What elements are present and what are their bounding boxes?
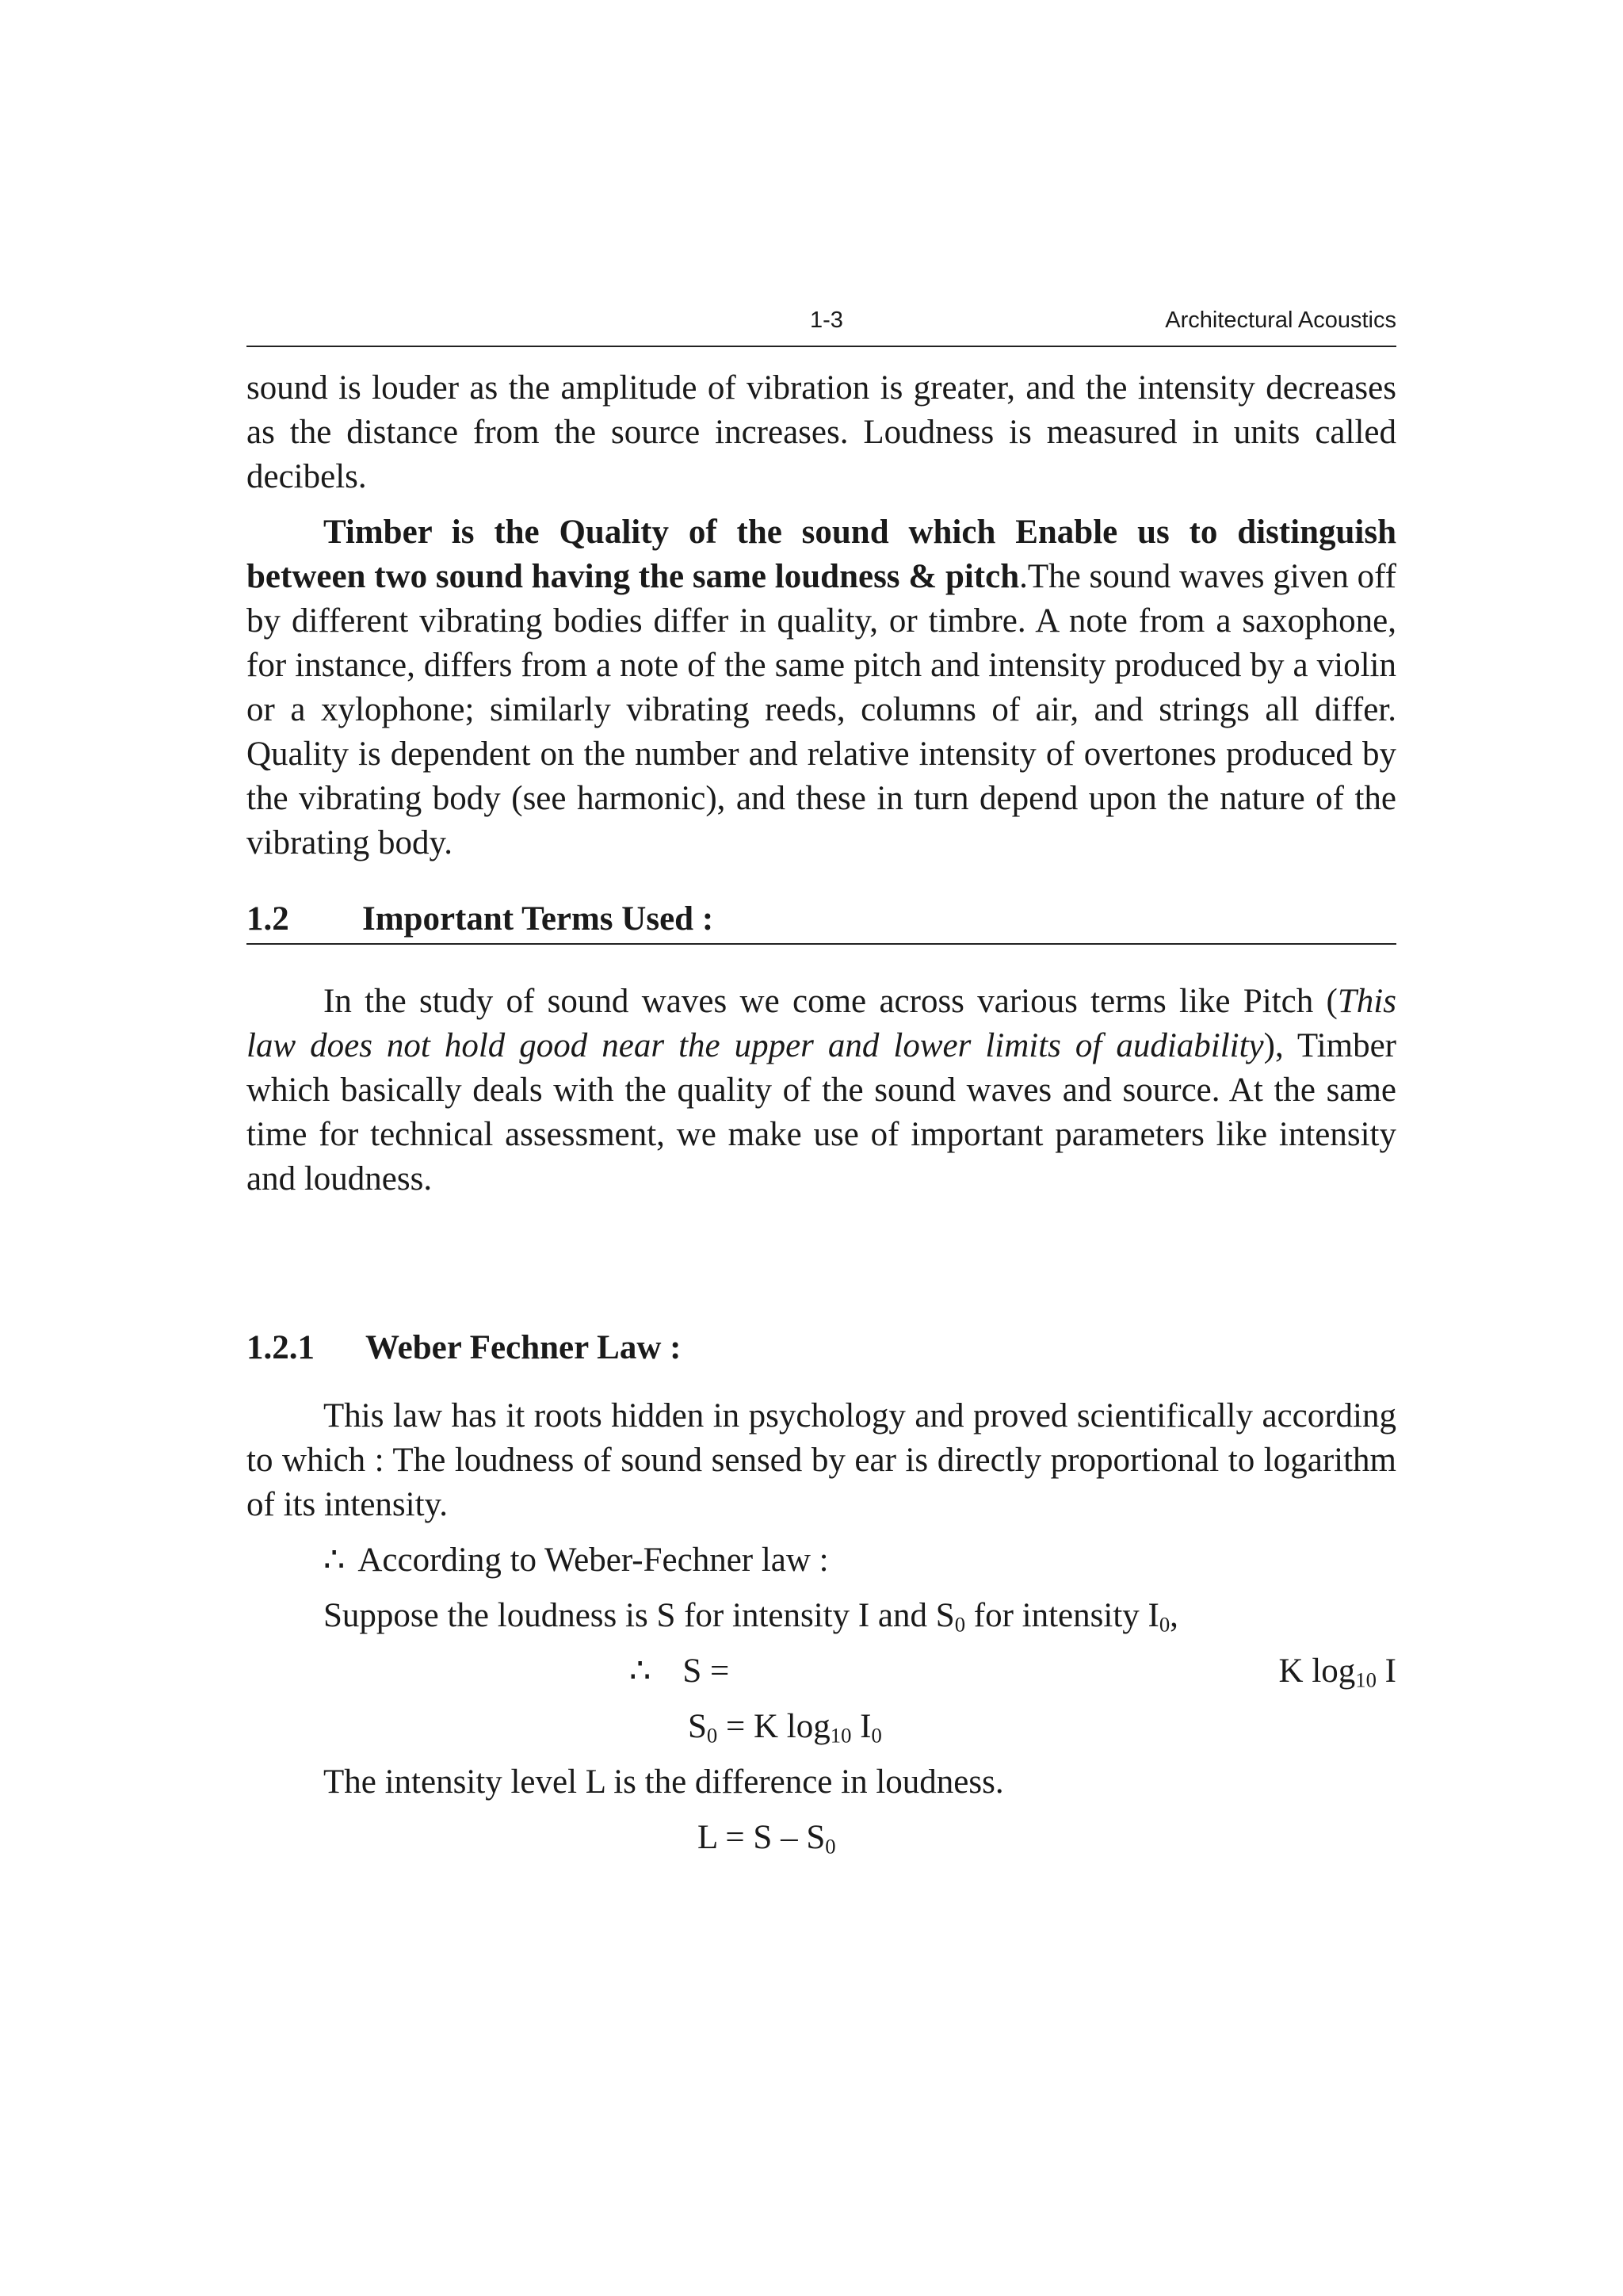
section-title: Important Terms Used : [362,900,714,938]
intro-paragraph: sound is louder as the amplitude of vibration is greater, and the intensity decreases as the distance from the source increases. Loudness is measured in units called decibels. [246,369,1396,495]
page-header [246,301,1396,347]
page-number: 1-3 [810,308,843,333]
equation-s-log: K log [1278,1652,1356,1690]
subsection-number: 1.2.1 [246,1329,315,1366]
equation-s0 [246,1705,1396,1749]
timber-paragraph [246,510,1396,865]
running-title: Architectural Acoustics [1165,308,1396,333]
subscript: 0 [1159,1612,1170,1637]
equation-s-var: I [1376,1652,1396,1690]
subscript: 10 [1355,1668,1377,1692]
subsection-heading-1-2-1 [246,1326,1396,1370]
terms-italic-note: This law does not hold good near the upper and lower limits of audiability [246,983,1396,1064]
according-line [323,1538,1396,1583]
subscript: 0 [871,1723,882,1748]
law-paragraph: This law has it roots hidden in psychology and proved scientifically according to which : The loudness of sound sensed by ear is directly proportional to logarithm of its intensity. [246,1397,1396,1523]
suppose-line [323,1594,1396,1638]
equation-l-lhs: L = S – S [697,1819,826,1856]
section-number: 1.2 [246,900,289,938]
equation-l-expr [697,1816,836,1860]
subscript: 0 [706,1723,718,1748]
equation-s0-lhs: S [688,1708,707,1745]
suppose-text-3: , [1170,1597,1178,1634]
document-page [246,301,1396,1860]
equation-s0-expr [688,1705,882,1749]
terms-text-2: ), Timber which basically deals with the quality of the sound waves and source. At the same time for technical assessment, we make use of important parameters like intensity and loudness. [246,1027,1396,1198]
suppose-text-1: Suppose the loudness is S for intensity I and S [323,1597,955,1634]
timber-definition-bold: Timber is the Quality of the sound which Enable us to distinguish between two sound having the same loudness & pitch [246,514,1396,595]
equation-s [246,1649,1396,1694]
subscript: 10 [830,1723,852,1748]
level-line: The intensity level L is the difference in loudness. [323,1763,1004,1801]
subscript: 0 [954,1612,966,1637]
subsection-title: Weber Fechner Law : [365,1329,682,1366]
therefore-symbol: ∴ [323,1541,346,1579]
according-text: According to Weber-Fechner law : [357,1541,829,1579]
section-heading-1-2 [246,897,1396,945]
equation-s-left: S = [682,1652,730,1690]
equation-s-lhs [629,1649,729,1694]
terms-text-1: In the study of sound waves we come across various terms like Pitch ( [323,983,1338,1020]
suppose-text-2: for intensity I [965,1597,1159,1634]
timber-paragraph-rest: .The sound waves given off by different vibrating bodies differ in quality, or timbre. A note from a saxophone, for instance, differs from a note of the same pitch and intensity produced by a violin or a xylophone; similarly vibrating reeds, columns of air, and strings all differ. Quality is dependent on the number and relative intensity of overtones produced by the vibrating body (see harmonic), and these in turn depend upon the nature of the vibrating body. [246,558,1396,861]
equation-l [246,1816,1396,1860]
equation-s-rhs [1279,1649,1396,1694]
terms-paragraph [246,980,1396,1201]
subscript: 0 [825,1834,836,1859]
therefore-symbol: ∴ [629,1652,651,1690]
equation-s0-mid: = K log [717,1708,831,1745]
equation-s0-var: I [851,1708,872,1745]
